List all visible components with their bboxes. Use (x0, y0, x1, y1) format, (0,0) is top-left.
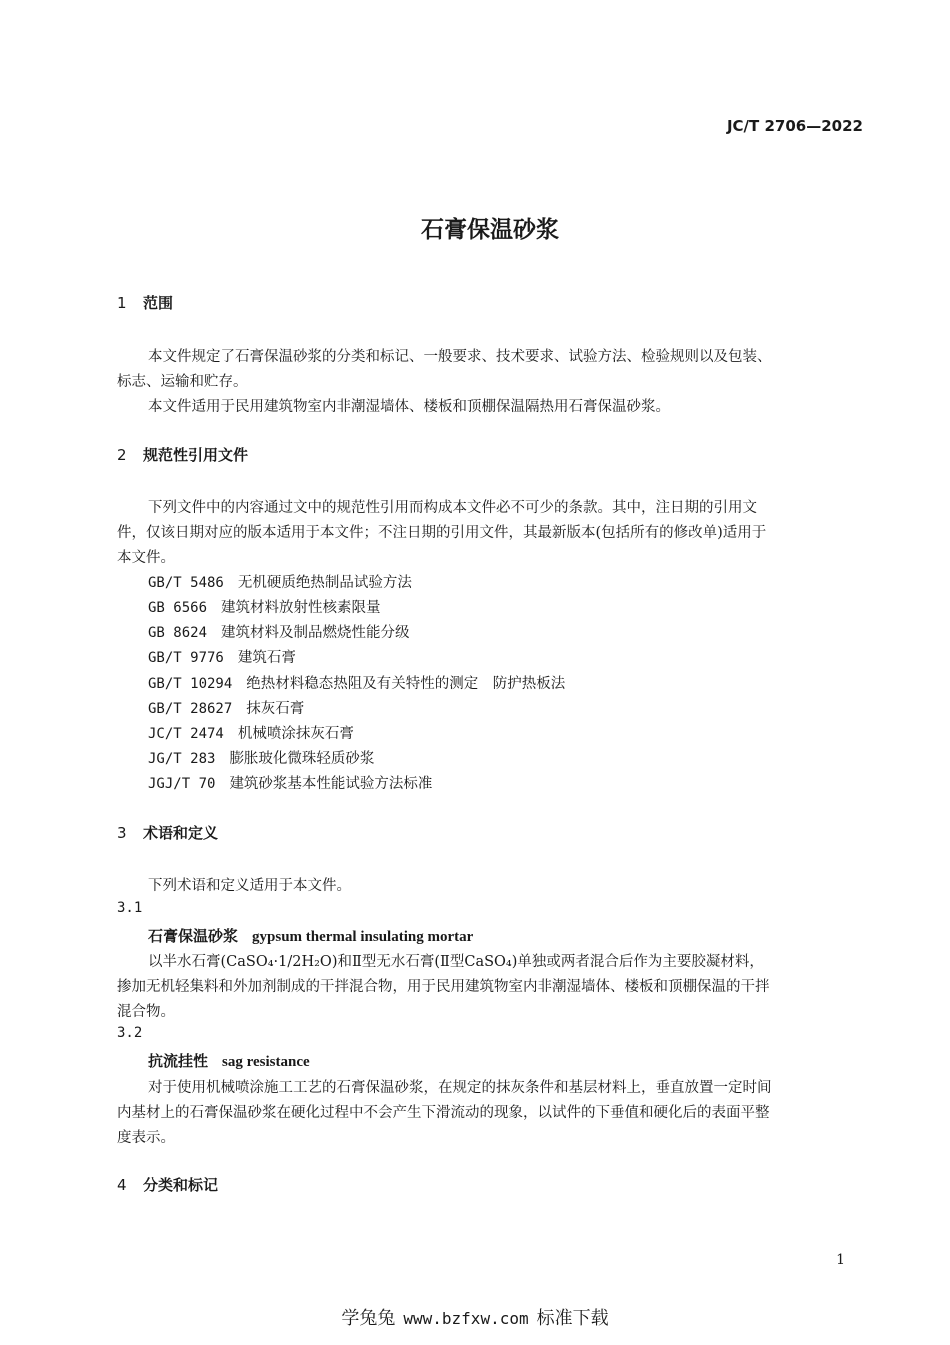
term-heading: 石膏保温砂浆 gypsum thermal insulating mortar (148, 927, 474, 945)
normative-reference: JC/T 2474 机械喷涂抹灰石膏 (148, 726, 354, 742)
normative-reference: GB/T 5486 无机硬质绝热制品试验方法 (148, 575, 412, 591)
standard-code: JC/T 2706—2022 (726, 117, 863, 135)
term-definition-line-3: 度表示。 (117, 1130, 175, 1146)
term-definition-line-1: 对于使用机械喷涂施工工艺的石膏保温砂浆，在规定的抹灰条件和基层材料上，垂直放置一定时间 (148, 1080, 772, 1096)
section-2-para-line-1: 下列文件中的内容通过文中的规范性引用而构成本文件必不可少的条款。其中，注日期的引用文 (148, 500, 757, 516)
term-definition-line-3: 混合物。 (117, 1004, 175, 1020)
section-1-para-1-line-1: 本文件规定了石膏保温砂浆的分类和标记、一般要求、技术要求、试验方法、检验规则以及包装、 (148, 349, 772, 365)
normative-reference: GB 8624 建筑材料及制品燃烧性能分级 (148, 625, 410, 641)
term-heading: 抗流挂性 sag resistance (148, 1052, 310, 1070)
section-3-intro: 下列术语和定义适用于本文件。 (148, 878, 351, 894)
normative-reference: JGJ/T 70 建筑砂浆基本性能试验方法标准 (148, 776, 433, 792)
normative-reference: JG/T 283 膨胀玻化微珠轻质砂浆 (148, 751, 375, 767)
term-definition-line-1: 以半水石膏(CaSO₄·1/2H₂O)和Ⅱ型无水石膏(Ⅱ型CaSO₄)单独或两者混合后作为主要胶凝材料， (148, 954, 764, 970)
normative-reference: GB 6566 建筑材料放射性核素限量 (148, 600, 381, 616)
section-1-para-1-line-2: 标志、运输和贮存。 (117, 374, 248, 390)
section-1-para-2: 本文件适用于民用建筑物室内非潮湿墙体、楼板和顶棚保温隔热用石膏保温砂浆。 (148, 399, 670, 415)
footer-tail: 标准下载 (536, 1308, 609, 1329)
normative-reference: GB/T 28627 抹灰石膏 (148, 701, 305, 717)
footer-site-name: 学兔兔 (341, 1308, 396, 1329)
section-2-para-line-2: 件，仅该日期对应的版本适用于本文件；不注日期的引用文件，其最新版本(包括所有的修改单)适用于 (117, 525, 767, 541)
footer-url[interactable]: www.bzfxw.com (403, 1309, 529, 1328)
term-number: 3.2 (117, 1025, 143, 1041)
page-title: 石膏保温砂浆 (421, 217, 559, 243)
page-number: 1 (836, 1252, 845, 1268)
section-2-para-line-3: 本文件。 (117, 550, 175, 566)
term-number: 3.1 (117, 900, 143, 916)
section-2-heading: 2 规范性引用文件 (117, 446, 249, 464)
section-1-heading: 1 范围 (117, 294, 174, 312)
term-definition-line-2: 内基材上的石膏保温砂浆在硬化过程中不会产生下滑流动的现象，以试件的下垂值和硬化后的表面平整 (117, 1105, 770, 1121)
section-3-heading: 3 术语和定义 (117, 824, 219, 842)
term-definition-line-2: 掺加无机轻集料和外加剂制成的干拌混合物，用于民用建筑物室内非潮湿墙体、楼板和顶棚保温的干拌 (117, 979, 770, 995)
normative-reference: GB/T 10294 绝热材料稳态热阻及有关特性的测定 防护热板法 (148, 676, 566, 692)
section-4-heading: 4 分类和标记 (117, 1176, 219, 1194)
normative-reference: GB/T 9776 建筑石膏 (148, 650, 296, 666)
footer-watermark (0, 1304, 950, 1330)
